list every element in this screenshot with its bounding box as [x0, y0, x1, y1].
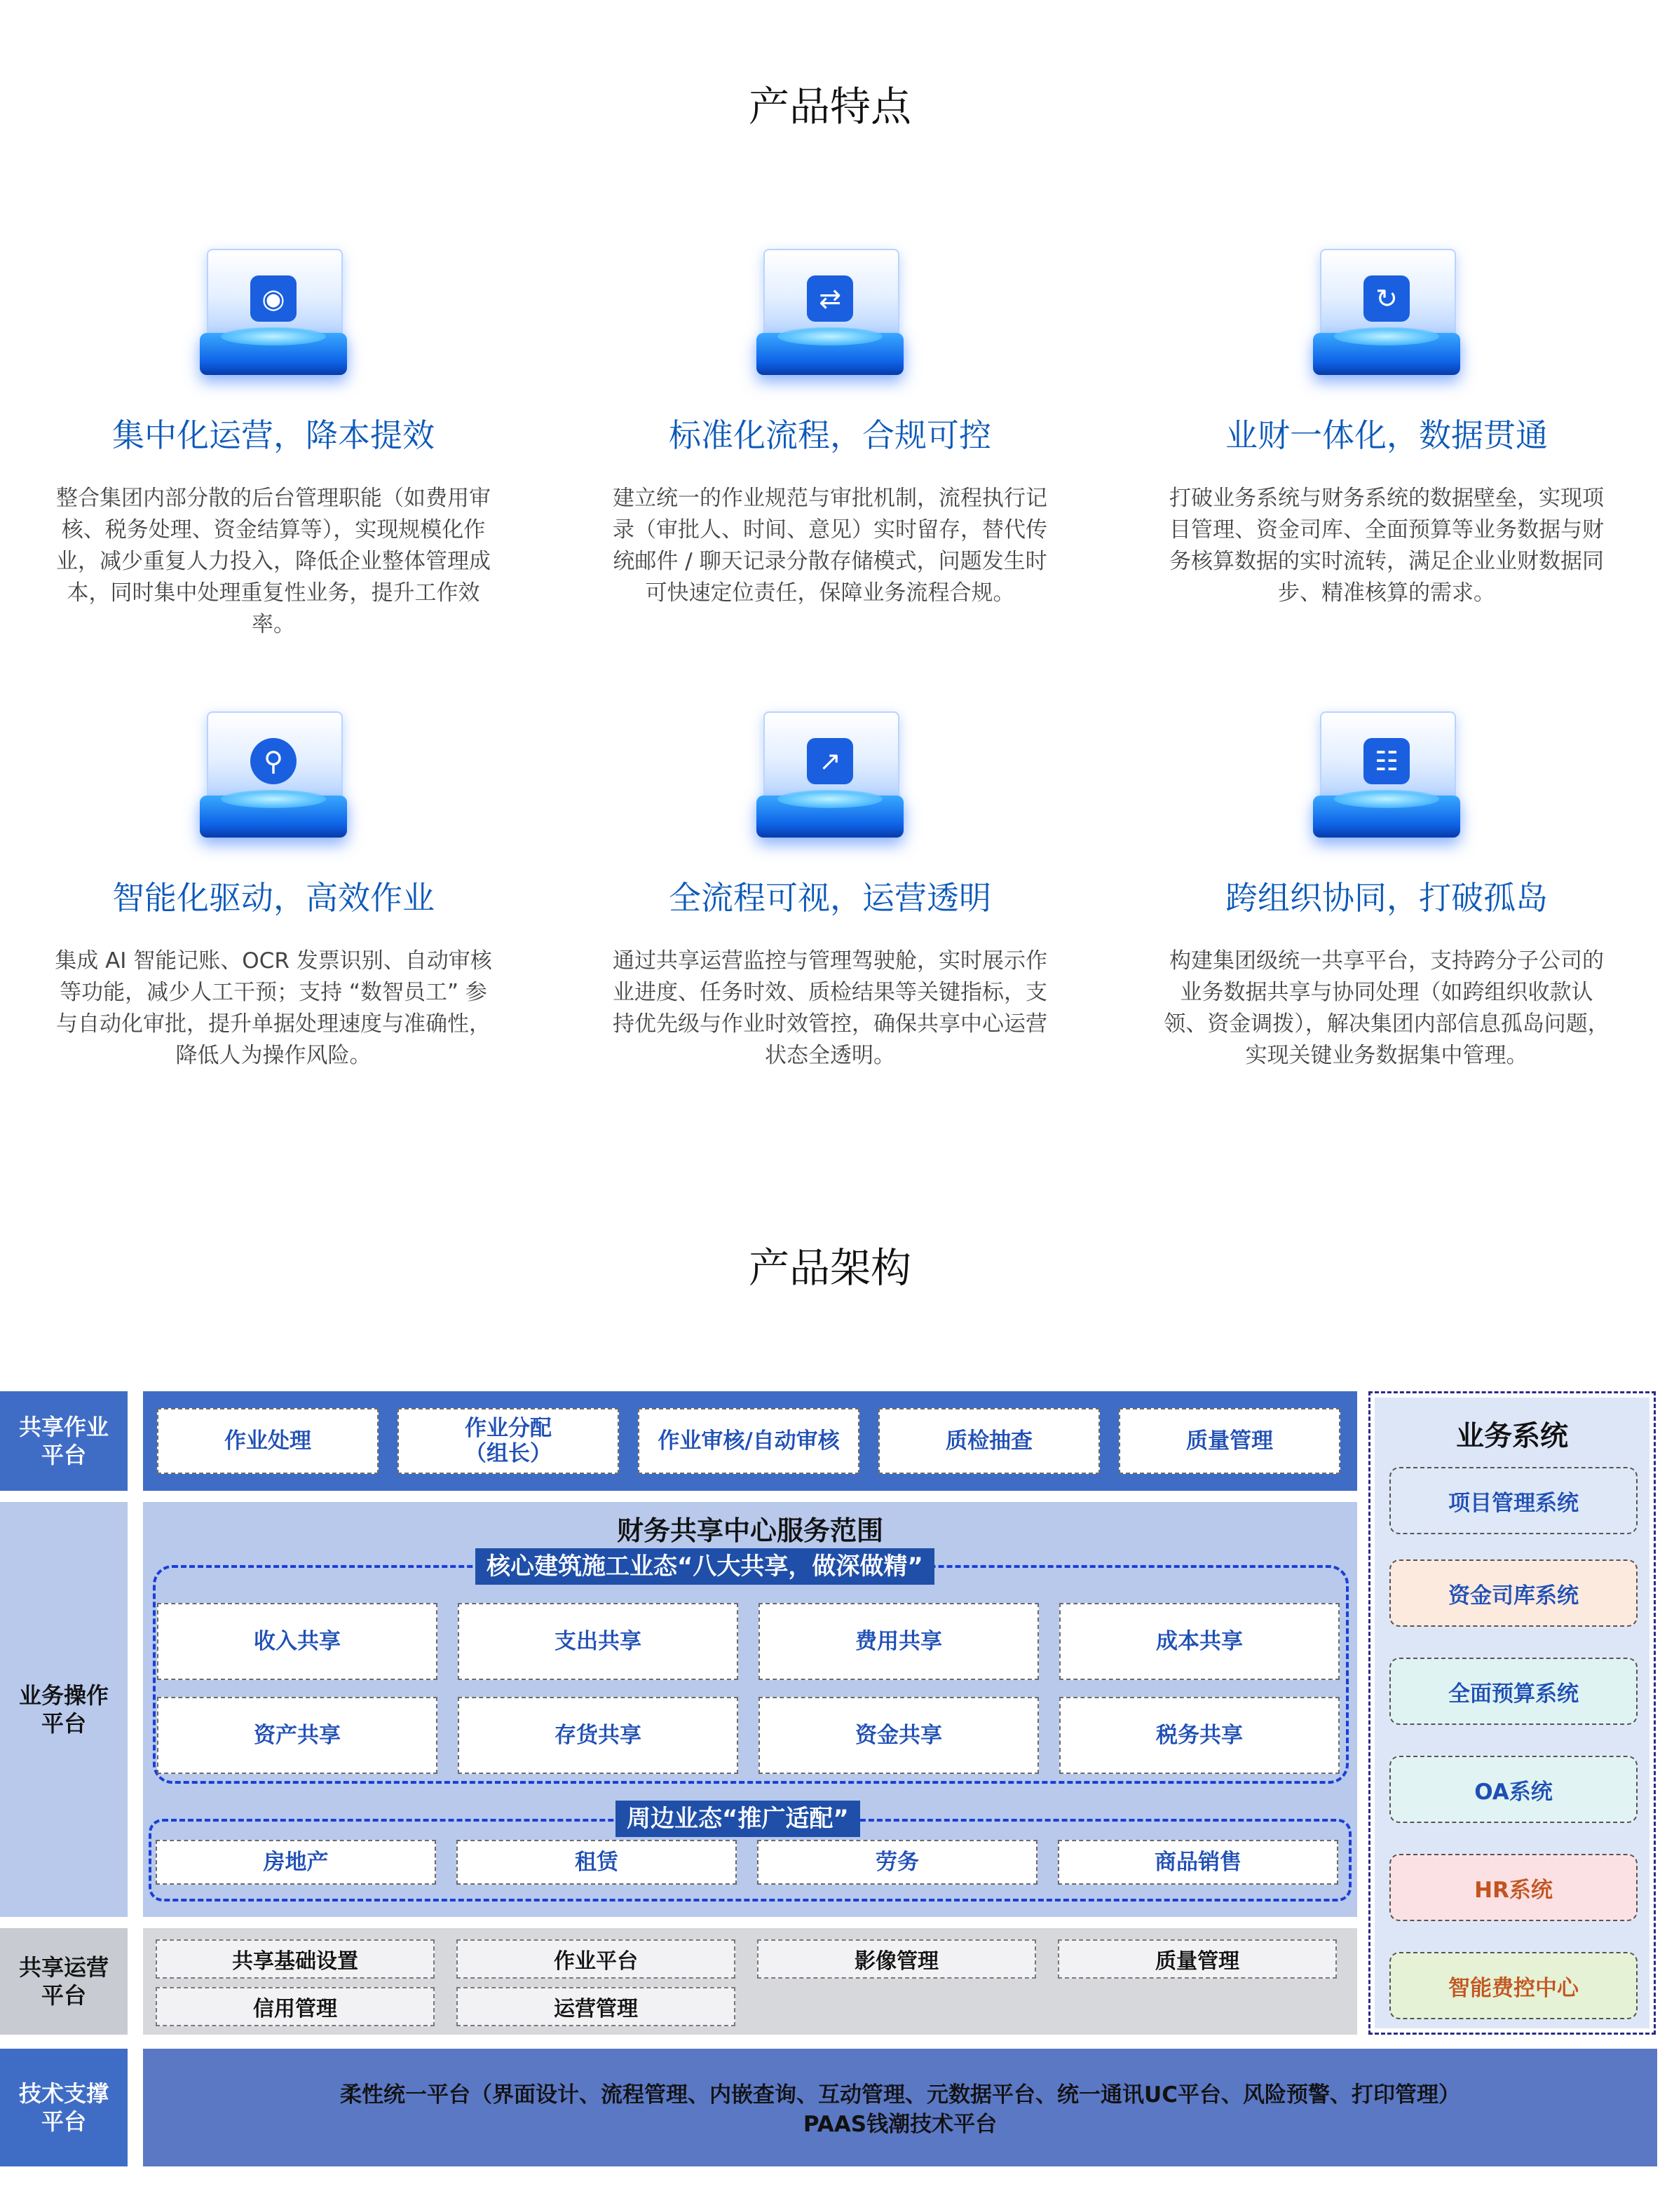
feature-card-6 — [1148, 711, 1625, 1072]
row-label-shared-work: 共享作业 平台 — [0, 1391, 128, 1491]
feature-title: 智能化驱动，高效作业 — [112, 879, 435, 917]
peripheral-item: 房地产 — [156, 1840, 436, 1885]
system-hr: HR系统 — [1389, 1854, 1638, 1921]
feature-card-4 — [35, 711, 512, 1072]
presentation-board-icon: ☷ — [1313, 711, 1460, 845]
service-scope-heading: 财务共享中心服务范围 — [616, 1515, 883, 1546]
core-share-item: 收入共享 — [157, 1603, 437, 1680]
core-share-tag: 核心建筑施工业态“八大共享，做深做精” — [475, 1548, 934, 1585]
feature-card-1 — [35, 249, 512, 641]
system-expense-control: 智能费控中心 — [1389, 1952, 1638, 2019]
ops-item: 运营管理 — [456, 1987, 735, 2026]
location-person-icon: ⚲ — [200, 711, 347, 845]
architecture-section-title: 产品架构 — [748, 1244, 911, 1292]
system-project-management: 项目管理系统 — [1389, 1467, 1638, 1534]
core-share-item: 资金共享 — [758, 1697, 1039, 1774]
tech-support-line-2: PAAS钱潮技术平台 — [803, 2112, 998, 2137]
feature-title: 业财一体化，数据贯通 — [1225, 416, 1548, 454]
feature-card-2 — [592, 249, 1068, 609]
system-budget: 全面预算系统 — [1389, 1658, 1638, 1725]
work-item: 质量管理 — [1119, 1408, 1340, 1474]
peripheral-item: 商品销售 — [1058, 1840, 1338, 1885]
core-share-item: 成本共享 — [1059, 1603, 1340, 1680]
row-label-shared-ops: 共享运营 平台 — [0, 1928, 128, 2035]
monitor-icon: ◉ — [200, 249, 347, 382]
row-label-business-ops: 业务操作 平台 — [0, 1502, 128, 1917]
core-share-item: 税务共享 — [1059, 1697, 1340, 1774]
system-oa: OA系统 — [1389, 1756, 1638, 1823]
feature-title: 跨组织协同，打破孤岛 — [1225, 879, 1548, 917]
system-treasury: 资金司库系统 — [1389, 1559, 1638, 1627]
work-item: 作业分配 （组长） — [397, 1408, 619, 1474]
feature-description: 集成 AI 智能记账、OCR 发票识别、自动审核等功能，减少人工干预；支持 “数智员工” 参与自动化审批，提升单据处理速度与准确性，降低人为操作风险。 — [55, 948, 492, 1068]
ops-item: 共享基础设置 — [156, 1939, 435, 1979]
peripheral-item: 劳务 — [757, 1840, 1038, 1885]
core-share-item: 资产共享 — [157, 1697, 437, 1774]
ops-item: 信用管理 — [156, 1987, 435, 2026]
row-label-tech-support: 技术支撑 平台 — [0, 2049, 128, 2166]
features-section-title: 产品特点 — [748, 83, 911, 130]
ops-item: 质量管理 — [1058, 1939, 1337, 1979]
core-share-item: 费用共享 — [758, 1603, 1039, 1680]
feature-description: 通过共享运营监控与管理驾驶舱，实时展示作业进度、任务时效、质检结果等关键指标，支持优先级与作业时效管控，确保共享中心运营状态全透明。 — [613, 948, 1047, 1068]
work-item: 作业处理 — [157, 1408, 379, 1474]
work-item: 质检抽查 — [878, 1408, 1100, 1474]
core-share-item: 存货共享 — [458, 1697, 738, 1774]
feature-description: 整合集团内部分散的后台管理职能（如费用审核、税务处理、资金结算等），实现规模化作业，减少重复人力投入，降低企业整体管理成本，同时集中处理重复性业务，提升工作效率。 — [56, 486, 491, 637]
feature-card-5 — [592, 711, 1068, 1072]
feature-description: 建立统一的作业规范与审批机制，流程执行记录（审批人、时间、意见）实时留存，替代传统邮件 / 聊天记录分散存储模式，问题发生时可快速定位责任，保障业务流程合规。 — [613, 486, 1047, 606]
feature-title: 集中化运营，降本提效 — [112, 416, 435, 454]
peripheral-tag: 周边业态“推广适配” — [615, 1801, 860, 1837]
feature-description: 构建集团级统一共享平台，支持跨分子公司的业务数据共享与协同处理（如跨组织收款认领、资金调拨），解决集团内部信息孤岛问题，实现关键业务数据集中管理。 — [1164, 948, 1610, 1068]
work-item: 作业审核/自动审核 — [638, 1408, 859, 1474]
workflow-icon: ⇄ — [756, 249, 904, 382]
feature-card-3 — [1148, 249, 1625, 609]
business-systems-title: 业务系统 — [1456, 1420, 1568, 1452]
feature-title: 全流程可视，运营透明 — [669, 879, 991, 917]
architecture-diagram — [0, 1384, 1660, 2176]
core-share-item: 支出共享 — [458, 1603, 738, 1680]
feature-description: 打破业务系统与财务系统的数据壁垒，实现项目管理、资金司库、全面预算等业务数据与财务核算数据的实时流转，满足企业业财数据同步、精准核算的需求。 — [1169, 486, 1604, 606]
feature-title: 标准化流程，合规可控 — [669, 416, 991, 454]
peripheral-item: 租赁 — [456, 1840, 737, 1885]
chart-growth-icon: ↗ — [756, 711, 904, 845]
document-sync-icon: ↻ — [1313, 249, 1460, 382]
ops-item: 作业平台 — [456, 1939, 735, 1979]
tech-support-line-1: 柔性统一平台（界面设计、流程管理、内嵌查询、互动管理、元数据平台、统一通讯UC平台、风险预警、打印管理） — [340, 2082, 1460, 2108]
ops-item: 影像管理 — [757, 1939, 1036, 1979]
